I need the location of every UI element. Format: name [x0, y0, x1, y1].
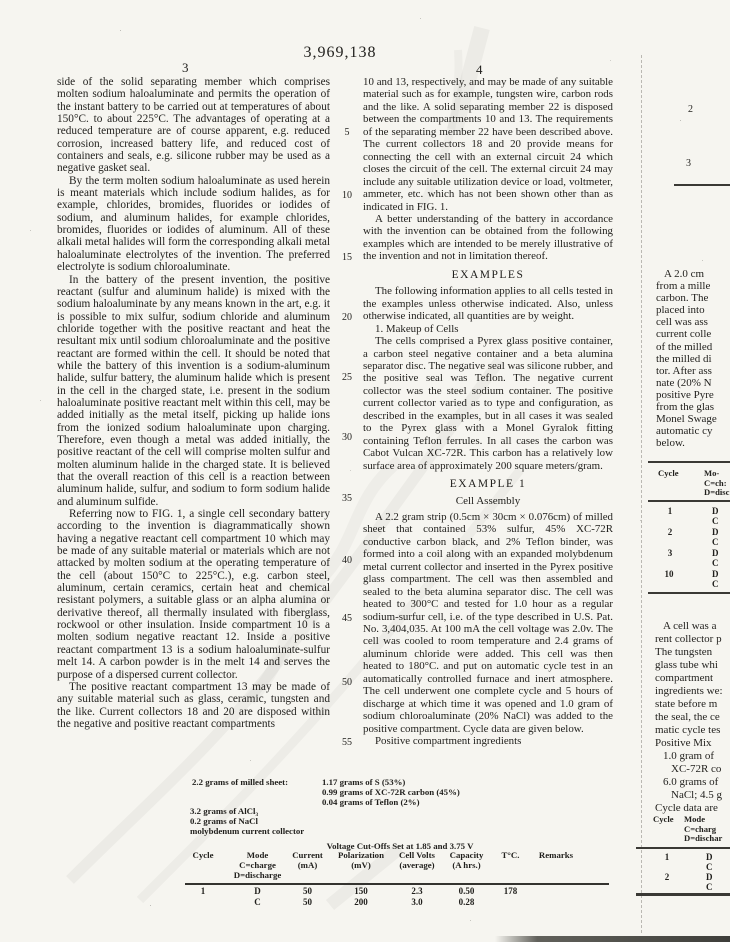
- line-number: 10: [342, 190, 352, 201]
- ingredient-item: molybdenum current collector: [190, 826, 305, 837]
- scan-edge-shadow: [495, 936, 730, 942]
- text-line: the seal, the ce: [655, 711, 720, 723]
- ingredient-item: 0.2 grams of NaCl: [190, 816, 258, 827]
- table-rule: [185, 883, 609, 885]
- ingredient-item: 1.17 grams of S (53%): [322, 777, 406, 787]
- text-line: placed into: [656, 304, 705, 317]
- table-cell: D: [706, 852, 713, 862]
- table-cell: [174, 897, 232, 907]
- text-line: rent collector p: [655, 633, 722, 645]
- text-line: ingredients we:: [655, 685, 723, 697]
- table-cell: C: [712, 516, 719, 526]
- line-number: 55: [342, 737, 352, 748]
- cycle-table-header: [174, 851, 580, 880]
- text-line: automatic cy: [656, 425, 713, 438]
- ingredient-item: 3.2 grams of AlCl₃: [190, 806, 259, 816]
- column-header: T°C.: [501, 850, 520, 860]
- table-cell: D: [254, 886, 261, 896]
- text-line: A cell was a: [663, 620, 717, 632]
- table-cell: D: [706, 872, 713, 882]
- example-1-heading: EXAMPLE 1: [449, 478, 527, 491]
- paragraph: Referring now to FIG. 1, a single cell secondary battery according to the invention is diagrammatically shown having a negative reactant cell compartment 10 which may be made of any suitable material or materials which are not attacked by molten sodium at the operating temperature of the cell (about 150°C to 225°C.), e.g. carbon steel, aluminum, certain ceramics, certain heat and chemical resistant polymers, a suitable glass or an alpha alumina or derivative thereof, all thermally insulated with fiberglass, rockwool or other insulation. Inside compartment 10 is a molten sodium negative reactant 12. Inside a positive reactant compartment 13 is a sodium haloaluminate-sulfur melt 14. A carbon powder is in the melt 14 and serves the purpose of a dispersed current collector.: [57, 508, 330, 681]
- table-cell: D: [712, 548, 719, 558]
- column-number-right: 4: [476, 62, 483, 77]
- scan-noise: [0, 0, 1, 1]
- text-line: tor. After ass: [656, 364, 712, 377]
- column-header: Mode C=charg D=dischar: [684, 815, 723, 844]
- column-header: Remarks: [538, 850, 574, 860]
- table-cell: D: [712, 506, 719, 516]
- paragraph: Positive compartment ingredients: [375, 735, 522, 748]
- paragraph: By the term molten sodium haloaluminate as used herein is meant materials which include sodium halides, as for example, chlorides, bromides, fluorides or iodides of sodium, and aluminum halides, for example chlorides, bromides, fluorides or iodides of aluminum. All of these alkali metal halides will form the corresponding alkali metal haloaluminate electrolytes of the invention. The preferred electrolyte is sodium chloroaluminate.: [57, 174, 330, 274]
- table-cell: 50: [303, 897, 312, 907]
- column-header: Cycle: [192, 850, 214, 860]
- text-line: nate (20% N: [656, 376, 712, 389]
- table-cell: 50: [303, 886, 312, 896]
- table-cell: 150: [354, 886, 368, 896]
- column-4-text: [363, 76, 613, 748]
- margin-number: 3: [686, 158, 691, 169]
- table-row: [174, 897, 580, 907]
- text-line: cell was ass: [656, 316, 708, 329]
- text-line: of the milled: [656, 340, 713, 353]
- text-line: positive Pyre: [656, 388, 714, 401]
- column-header: Polarization (mV): [338, 850, 384, 870]
- text-line: glass tube whi: [655, 659, 718, 671]
- table-cell: C: [712, 558, 719, 568]
- text-line: NaCl; 4.5 g: [671, 789, 723, 801]
- table-cell: [489, 897, 532, 907]
- next-page-paragraph: [656, 268, 730, 449]
- text-line: from the glas: [656, 401, 715, 414]
- line-number: 25: [342, 372, 352, 383]
- cycle-table-title: Voltage Cut-Offs Set at 1.85 and 3.75 V: [326, 841, 474, 851]
- cell-assembly-subheading: Cell Assembly: [455, 494, 521, 507]
- paragraph: side of the solid separating member which comprises molten sodium haloaluminate and permits the operation of the instant battery to be carried out at temperatures of about 150°C. to about 225°C. The advantages of operating at a reduced temperature are of course apparent, e.g. reduced corrosion, increased battery life, and reduced cost of containers and seals, e.g. silicone rubber may be used as a negative gasket seal.: [57, 76, 330, 175]
- text-line: Monel Swage: [656, 413, 717, 426]
- line-number: 20: [342, 312, 352, 323]
- line-number: 50: [342, 677, 352, 688]
- paragraph: The cells comprised a Pyrex glass positive container, a carbon steel negative container and a beta alumina separator disc. The negative seal was silicone rubber, and the positive seal was Teflon. The negative current collector was the steel sodium container. The positive current collector varied as to type and configuration, as described in the examples, but in all cases it was sealed to the Pyrex glass with a Monel Gyralok fitting containing Teflon ferrules. In all cases the carbon was Cabot Vulcan XC-72R. This carbon has a relatively low surface area of approximately 200 square meters/gram.: [363, 335, 613, 472]
- table-cell: C: [254, 897, 261, 907]
- table-cell: 3: [667, 548, 673, 558]
- text-line: state before m: [655, 698, 718, 710]
- column-header: Current (mA): [292, 850, 323, 870]
- table-cell: 2: [664, 872, 670, 882]
- paragraph: A better understanding of the battery in accordance with the invention can be obtained from the following examples which are intended to be merely illustrative of the invention and not in limitation thereof.: [363, 212, 613, 263]
- table-rule: [648, 592, 730, 594]
- text-line: XC-72R co: [671, 763, 722, 775]
- ingredients-list: [322, 777, 460, 808]
- margin-number: 2: [688, 104, 693, 115]
- table-cell: D: [712, 569, 719, 579]
- text-line: The tungsten: [655, 646, 713, 658]
- table-row: [174, 886, 580, 896]
- text-line: 6.0 grams of: [663, 776, 719, 788]
- text-line: carbon. The: [656, 292, 709, 305]
- page-gutter-line: [641, 55, 642, 933]
- table-cell: 2.3: [411, 886, 423, 896]
- text-line: matic cycle tes: [655, 724, 721, 736]
- table-rule: [636, 893, 730, 896]
- line-number: 15: [342, 252, 352, 263]
- line-number: 30: [342, 432, 352, 443]
- text-line: below.: [656, 437, 685, 450]
- table-cell: 0.50: [458, 886, 475, 896]
- paragraph: 1. Makeup of Cells: [375, 322, 459, 335]
- text-line: from a mille: [656, 280, 711, 293]
- paragraph: The positive reactant compartment 13 may be made of any suitable material such as glass, ceramic, tungsten and the like. Current collectors 18 and 20 are disposed within the negative and positive reactant compartments: [57, 680, 330, 730]
- column-header: Mode C=charge D=discharge: [233, 850, 282, 880]
- table-cell: [532, 886, 580, 896]
- text-line: Cycle data are: [655, 802, 718, 814]
- next-page-paragraph: [655, 620, 730, 815]
- line-number: 40: [342, 555, 352, 566]
- table-cell: C: [712, 579, 719, 589]
- text-line: Positive Mix: [655, 737, 712, 749]
- patent-number: 3,969,138: [303, 44, 377, 61]
- table-cell: [532, 897, 580, 907]
- table-cell: 2: [667, 527, 673, 537]
- ingredient-item: 0.04 grams of Teflon (2%): [322, 797, 420, 808]
- table-cell: 178: [503, 886, 518, 896]
- ingredients-label: 2.2 grams of milled sheet:: [192, 777, 289, 787]
- table-cell: 1: [200, 886, 206, 896]
- column-header: Cycle: [658, 469, 679, 478]
- table-cell: C: [706, 862, 713, 872]
- column-header: Mo- C=ch: D=disc: [704, 469, 730, 498]
- table-cell: 1: [664, 852, 670, 862]
- table-rule: [648, 461, 730, 463]
- table-rule: [648, 500, 730, 502]
- column-header: Capacity (A hrs.): [449, 850, 484, 870]
- text-line: the milled di: [656, 352, 712, 365]
- paragraph: The following information applies to all cells tested in the examples unless otherwise indicated. Also, unless otherwise indicated, all quantities are by weight.: [363, 285, 613, 323]
- table-cell: 1: [667, 506, 673, 516]
- line-number: 45: [342, 613, 352, 624]
- table-cell: C: [712, 537, 719, 547]
- paragraph: A 2.2 gram strip (0.5cm × 30cm × 0.076cm) of milled sheet that contained 53% sulfur, 45% XC-72R conductive carbon black, and 2% Teflon binder, was formed into a coil along with an expanded molybdenum metal current collector and inserted in the Pyrex positive glass compartment. The cell was then assembled and sealed to the beta alumina separator disc. The cell was heated to 300°C and tested for 1.0 hour as a regular sodium-surfur cell, i.e. of the type described in U.S. Pat. No. 3,404,035. At 100 mA the cell voltage was 2.0v. The cell was cooled to room temperature and 2.4 grams of aluminum chloride were added. This cell was then heated to 180°C. and put on automatic cycle test in an automatically controlled furnace and inert atmosphere. The cell underwent one complete cycle and 5 hours of discharge at which time it was opened and 1.0 gram of sodium chloroaluminate (20% NaCl) was added to the positive compartment. Cycle data are given below.: [363, 510, 613, 735]
- ingredients-extra-list: [190, 806, 304, 837]
- column-number-left: 3: [182, 60, 189, 75]
- table-cell: C: [706, 882, 713, 892]
- column-header: Cell Volts (average): [399, 850, 435, 870]
- text-line: 1.0 gram of: [663, 750, 715, 762]
- table-cell: 3.0: [411, 897, 423, 907]
- text-line: compartment: [655, 672, 714, 684]
- table-cell: 10: [664, 569, 674, 579]
- table-cell: 0.28: [458, 897, 475, 907]
- table-rule: [636, 847, 730, 849]
- text-line: A 2.0 cm: [664, 268, 705, 280]
- table-cell: D: [712, 527, 719, 537]
- paragraph: In the battery of the present invention, the positive reactant (sulfur and aluminum halide) is mixed with the sodium haloaluminate by any means known in the art, e.g. it is possible to mix sulfur, sodium chloride and aluminum chloride together with the positive reactant and heat the resultant mix until sodium chloroaluminate and the positive reactant are formed within the cell. It should be noted that while the battery of this invention is a sodium-aluminum halide, sulfur battery, the aluminum halide which is present in the cell in the charged state, i.e. present in the sodium haloaluminate positive reactant melt within this cell, may be added initially as the metal itself, picking up halide ions from the ionized sodium haloaluminate upon charging. Therefore, even though a metal was added initially, the positive reactant of the cell will comprise molten sulfur and molten aluminum halide in the charged state. It is believed that the overall reaction of this cell is a reaction between aluminum halide, sulfur, and sodium to form sodium halide and aluminum sulfide.: [57, 273, 330, 508]
- examples-heading: EXAMPLES: [451, 268, 525, 281]
- line-number: 5: [344, 127, 350, 138]
- ingredient-item: 0.99 grams of XC-72R carbon (45%): [322, 787, 460, 798]
- table-rule: [674, 184, 730, 186]
- table-cell: 200: [354, 897, 368, 907]
- text-line: current colle: [656, 328, 712, 341]
- column-3-text: [57, 76, 330, 730]
- paragraph: 10 and 13, respectively, and may be made of any suitable material such as for example, tungsten wire, carbon rods and the like. A solid separating member 22 is disposed between the compartments 10 and 13. The requirements of the separating member 22 have been described above. The current collectors 18 and 20 provide means for connecting the cell with an external circuit 24 which closes the circuit of the cell. The external circuit 24 may include any suitable utilization device or load, voltmeter, ammeter, etc. which has not been shown other than as indicated in FIG. 1.: [363, 76, 613, 213]
- column-header: Cycle: [653, 815, 674, 824]
- line-number: 35: [342, 493, 352, 504]
